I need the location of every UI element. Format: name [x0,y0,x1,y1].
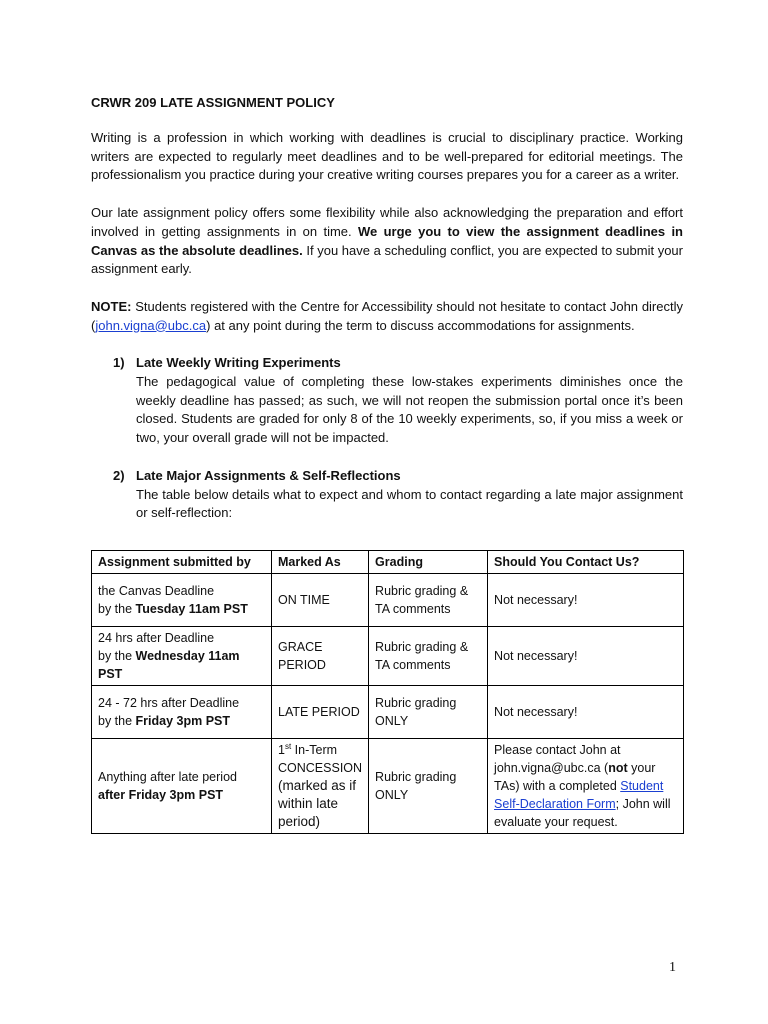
section-body: The pedagogical value of completing these low-stakes experiments diminishes once the weekly deadline has passed; as such, we will not reopen the submission portal once it’s been closed. Students are graded for only 8 of the 10 weekly experiments, so, if you miss a week or two, your overall grade will not be impacted. [136,374,683,446]
note-paragraph [91,298,683,335]
table-row [92,685,684,738]
cell-marked-as: GRACE PERIOD [272,626,369,685]
policy-text-after: If you have a scheduling conflict, you are expected to submit your assignment early. [91,242,683,277]
header-marked-as: Marked As [272,550,369,573]
cell-contact: Not necessary! [488,685,684,738]
concession-ordinal: st [284,741,292,751]
cell-contact [488,738,684,833]
deadline-line: Anything after late period [98,769,237,784]
concession-label: In-Term CONCESSION [278,742,363,775]
cell-submitted-by [92,626,272,685]
cell-contact: Not necessary! [488,573,684,626]
section-heading: Late Major Assignments & Self-Reflections [136,467,401,483]
table-row [92,626,684,685]
cell-marked-as [272,738,369,833]
deadline-prefix: by the [98,648,136,663]
policy-text-before: Our late assignment policy offers some flexibility while also acknowledging the preparation and effort involved in getting assignments in on time. [91,205,683,239]
concession-note: (marked as if within late period) [278,777,357,829]
deadline-time: Wednesday 11am PST [98,648,240,681]
note-text-before: Students registered with the Centre for Accessibility should not hesitate to contact John directly ( [91,298,683,333]
header-contact: Should You Contact Us? [488,550,684,573]
late-policy-table [91,550,684,834]
cell-marked-as: LATE PERIOD [272,685,369,738]
note-text-after: ) at any point during the term to discuss accommodations for assignments. [206,317,635,333]
deadline-line: the Canvas Deadline [98,583,215,598]
cell-grading: Rubric grading ONLY [369,685,488,738]
intro-paragraph: Writing is a profession in which working with deadlines is crucial to disciplinary practice. Working writers are expected to regularly meet deadlines and to be well-prepared for editorial meetings. The professionalism you practice during your creative writing courses prepares you for a career as a writer. [91,130,683,183]
policy-sections [91,354,683,523]
document-page [91,94,683,834]
header-grading: Grading [369,550,488,573]
cell-submitted-by [92,573,272,626]
deadline-prefix: by the [98,601,136,616]
table-header-row [92,550,684,573]
note-label: NOTE: [91,298,132,314]
cell-grading: Rubric grading & TA comments [369,626,488,685]
contact-text-after: ; John will evaluate your request. [494,796,671,829]
section-body: The table below details what to expect and whom to contact regarding a late major assignment or self-reflection: [136,486,683,521]
cell-submitted-by [92,685,272,738]
deadline-line: 24 hrs after Deadline [98,630,215,645]
header-submitted-by: Assignment submitted by [92,550,272,573]
deadline-prefix: by the [98,713,136,728]
contact-text-mid: your TAs) with a completed [494,760,656,793]
cell-grading: Rubric grading ONLY [369,738,488,833]
table-row [92,573,684,626]
deadline-time: Friday 3pm PST [135,713,231,728]
deadline-time: after Friday 3pm PST [98,787,224,802]
section-weekly-experiments [91,354,683,448]
document-title: CRWR 209 LATE ASSIGNMENT POLICY [91,95,335,110]
cell-marked-as: ON TIME [272,573,369,626]
policy-emphasis: We urge you to view the assignment deadlines in Canvas as the absolute deadlines. [91,223,683,258]
contact-emphasis: not [608,760,628,775]
section-major-assignments [91,467,683,523]
contact-text-before: Please contact John at john.vigna@ubc.ca ( [494,742,621,775]
policy-paragraph [91,204,683,279]
concession-number: 1 [278,742,285,757]
section-number: 1) [113,355,125,371]
self-declaration-form-link[interactable]: Student Self-Declaration Form [494,778,664,811]
email-link[interactable]: john.vigna@ubc.ca [95,317,207,333]
cell-grading: Rubric grading & TA comments [369,573,488,626]
section-heading: Late Weekly Writing Experiments [136,355,341,371]
cell-submitted-by [92,738,272,833]
page-number: 1 [669,960,676,975]
section-number: 2) [113,467,125,483]
table-row [92,738,684,833]
deadline-time: Tuesday 11am PST [135,601,248,616]
cell-contact: Not necessary! [488,626,684,685]
deadline-line: 24 - 72 hrs after Deadline [98,695,240,710]
